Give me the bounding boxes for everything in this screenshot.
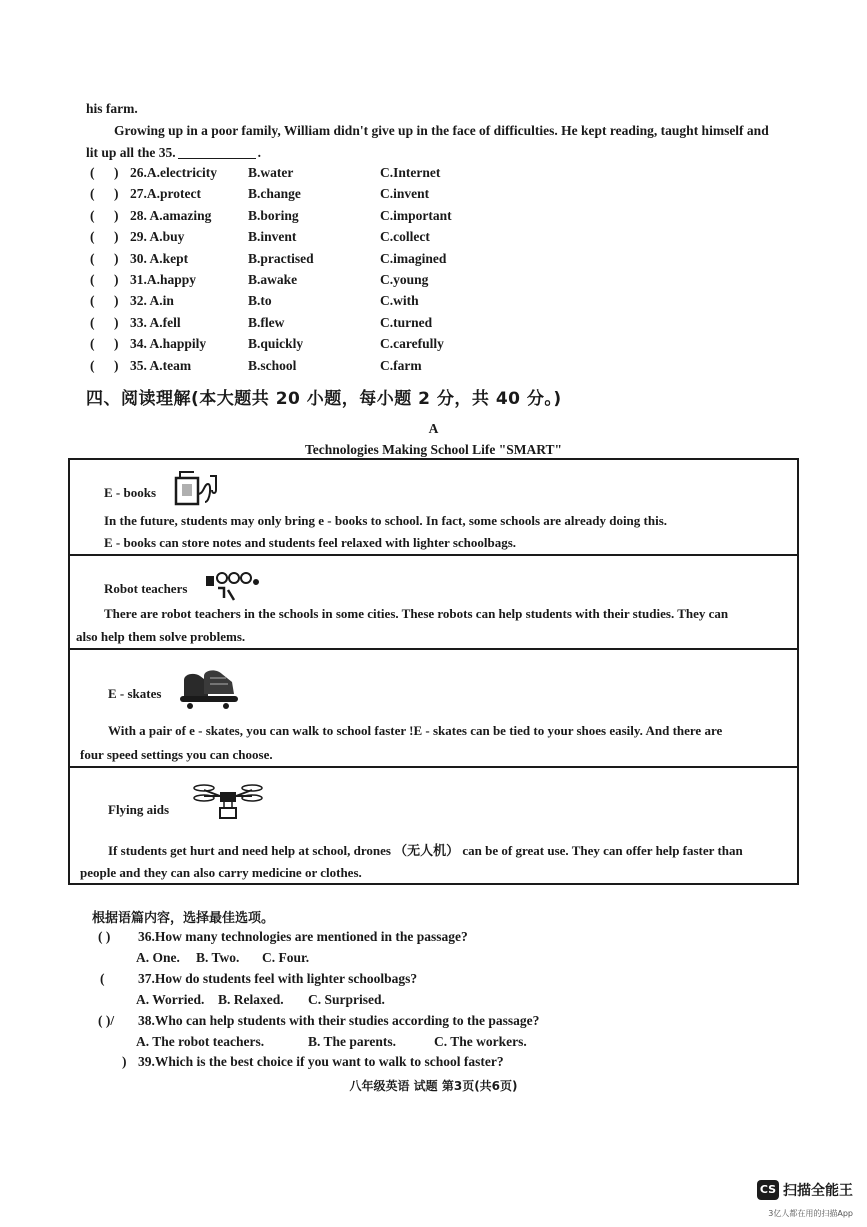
watermark-name: 扫描全能王: [783, 1183, 853, 1199]
skate-icon: [178, 666, 240, 710]
answer-paren-open: (: [90, 229, 95, 245]
option-b: B.practised: [248, 250, 314, 266]
option-c: C.imagined: [380, 250, 447, 266]
row-title: Robot teachers: [104, 581, 188, 596]
answer-paren: ( )/: [98, 1013, 115, 1028]
robot-icon: [204, 570, 264, 604]
answer-paren-open: (: [90, 207, 95, 223]
technology-table: [68, 458, 799, 885]
row-title: Flying aids: [108, 802, 170, 817]
option-a: 33. A.fell: [130, 314, 181, 330]
option-a: 26.A.electricity: [130, 165, 217, 180]
option-b: B.invent: [248, 229, 297, 245]
question-option: A. Worried.: [136, 992, 205, 1007]
option-b: B.boring: [248, 207, 299, 223]
answer-paren-close: ): [114, 186, 119, 202]
option-c: C.young: [380, 272, 429, 287]
question-option: A. The robot teachers.: [136, 1034, 265, 1049]
table-row: [70, 556, 797, 650]
answer-paren-open: (: [90, 357, 95, 373]
scanner-watermark: [757, 1180, 853, 1200]
passage-paragraph: Growing up in a poor family, William didn't give up in the face of difficulties. He kept reading, taught himself and: [114, 123, 769, 138]
option-b: B.awake: [248, 272, 298, 287]
drone-icon: [192, 782, 264, 822]
watermark-subtitle: 3亿人都在用的扫描App: [768, 1209, 853, 1218]
option-c: C.collect: [380, 229, 430, 245]
passage-period: .: [257, 145, 262, 160]
answer-paren-open: (: [90, 165, 95, 180]
option-a: 30. A.kept: [130, 250, 189, 266]
question-text: 37.How do students feel with lighter schoolbags?: [138, 971, 418, 986]
answer-paren-close: ): [114, 272, 119, 287]
passage-blank-lead: lit up all the 35.: [86, 145, 176, 160]
passage-fragment: his farm.: [86, 101, 138, 116]
question-option: A. One.: [136, 950, 180, 965]
row-line: If students get hurt and need help at school, drones （无人机） can be of great use. They can offer help faster than: [108, 843, 743, 858]
answer-paren-close: ): [114, 229, 119, 245]
answer-paren-open: (: [90, 336, 95, 352]
answer-paren-open: (: [90, 293, 95, 309]
question-option: B. Two.: [196, 950, 240, 965]
question-option: C. Surprised.: [308, 992, 385, 1007]
table-row: [70, 650, 797, 768]
answer-paren-open: (: [90, 186, 95, 202]
answer-paren-close: ): [114, 357, 119, 373]
row-line: There are robot teachers in the schools in some cities. These robots can help students with their studies. They can: [104, 606, 729, 621]
answer-paren-close: ): [114, 314, 119, 330]
option-b: B.flew: [248, 314, 285, 330]
row-title: E - books: [104, 485, 157, 500]
answer-paren-open: (: [90, 314, 95, 330]
page-footer: 八年级英语 试题 第3页(共6页): [349, 1079, 518, 1093]
row-line: With a pair of e - skates, you can walk to school faster !E - skates can be tied to your shoes easily. And there are: [108, 723, 723, 738]
ebook-icon: [172, 468, 222, 508]
option-a: 28. A.amazing: [130, 207, 212, 223]
row-line: E - books can store notes and students feel relaxed with lighter schoolbags.: [104, 535, 517, 550]
row-line: four speed settings you can choose.: [80, 747, 273, 762]
question-option: C. The workers.: [434, 1034, 527, 1049]
question-text: 39.Which is the best choice if you want to walk to school faster?: [138, 1054, 504, 1069]
answer-paren: ): [122, 1054, 127, 1069]
answer-paren-close: ): [114, 293, 119, 309]
row-line: people and they can also carry medicine or clothes.: [80, 865, 362, 880]
question-text: 38.Who can help students with their studies according to the passage?: [138, 1013, 540, 1028]
answer-blank: [178, 146, 256, 159]
option-a: 34. A.happily: [130, 336, 207, 352]
option-b: B.to: [248, 293, 272, 309]
table-row: [70, 460, 797, 556]
option-b: B.change: [248, 186, 301, 202]
answer-paren-close: ): [114, 250, 119, 266]
option-b: B.quickly: [248, 336, 304, 352]
option-b: B.water: [248, 165, 294, 180]
question-text: 36.How many technologies are mentioned in the passage?: [138, 929, 468, 944]
answer-paren-close: ): [114, 207, 119, 223]
option-a: 31.A.happy: [130, 272, 197, 287]
section-title: 四、阅读理解(本大题共 20 小题，每小题 2 分，共 40 分。): [86, 389, 562, 409]
option-c: C.invent: [380, 186, 430, 202]
answer-paren-close: ): [114, 165, 119, 180]
answer-paren-close: ): [114, 336, 119, 352]
passage-letter: A: [428, 421, 439, 436]
row-line: also help them solve problems.: [76, 629, 246, 644]
row-title: E - skates: [108, 686, 162, 701]
instructions: 根据语篇内容，选择最佳选项。: [92, 911, 275, 926]
option-c: C.with: [380, 293, 419, 309]
option-b: B.school: [248, 357, 297, 373]
answer-paren: ( ): [98, 929, 111, 944]
answer-paren-open: (: [90, 272, 95, 287]
option-c: C.farm: [380, 357, 422, 373]
question-option: C. Four.: [262, 950, 310, 965]
cs-logo-icon: CS: [757, 1180, 779, 1200]
option-a: 27.A.protect: [130, 186, 201, 202]
table-row: [70, 768, 797, 885]
option-a: 35. A.team: [130, 357, 192, 373]
option-a: 29. A.buy: [130, 229, 185, 245]
option-c: C.turned: [380, 314, 433, 330]
option-c: C.carefully: [380, 336, 444, 352]
question-option: B. The parents.: [308, 1034, 397, 1049]
option-c: C.important: [380, 207, 452, 223]
answer-paren-open: (: [90, 250, 95, 266]
passage-title: Technologies Making School Life "SMART": [304, 442, 563, 457]
question-option: B. Relaxed.: [218, 992, 284, 1007]
passage-paragraph-continued: [86, 145, 261, 161]
answer-paren: (: [100, 971, 105, 986]
row-line: In the future, students may only bring e - books to school. In fact, some schools are already doing this.: [104, 513, 668, 528]
option-a: 32. A.in: [130, 293, 174, 309]
option-c: C.Internet: [380, 165, 441, 180]
